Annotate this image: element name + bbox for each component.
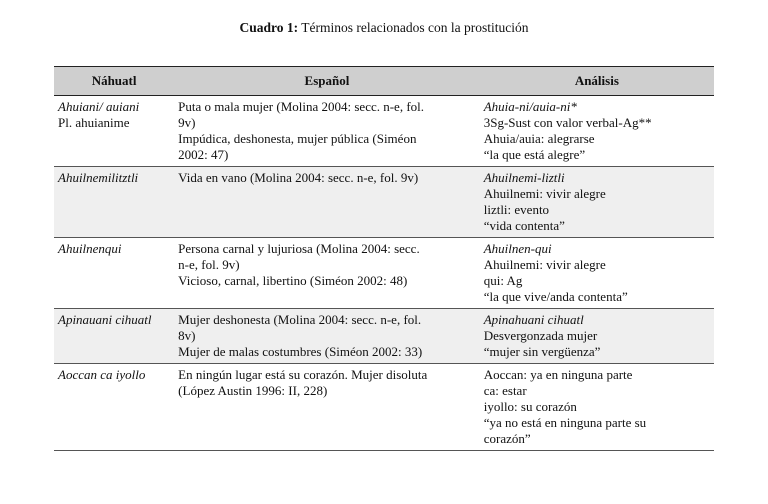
- analysis-line: Apinahuani cihuatl: [483, 312, 584, 327]
- analysis-line: Ahuilnemi: vivir alegre: [483, 257, 606, 272]
- analysis-line: “la que vive/anda contenta”: [483, 289, 628, 304]
- table-row: [54, 364, 714, 451]
- analysis-line: Ahuilnemi-liztli: [483, 170, 565, 185]
- analysis-line: “la que está alegre”: [483, 147, 586, 162]
- cell-analisis: [480, 238, 714, 309]
- definition-line: (López Austin 1996: II, 228): [178, 383, 328, 398]
- analysis-line: qui: Ag: [483, 273, 523, 288]
- analysis-line: iyollo: su corazón: [483, 399, 577, 414]
- definition-line: Impúdica, deshonesta, mujer pública (Siméon: [178, 131, 417, 146]
- analysis-line: Ahuia/auia: alegrarse: [483, 131, 595, 146]
- cell-espanol: [174, 167, 480, 238]
- cell-nahuatl: [54, 167, 174, 238]
- term: Ahuilnemilitztli: [58, 170, 139, 185]
- analysis-line: “mujer sin vergüenza”: [483, 344, 601, 359]
- analysis-line: “vida contenta”: [483, 218, 565, 233]
- header-nahuatl: Náhuatl: [54, 67, 174, 96]
- analysis-line: Ahuia-ni/auia-ni*: [483, 99, 577, 114]
- cell-nahuatl: [54, 309, 174, 364]
- analysis-line: Ahuilnemi: vivir alegre: [483, 186, 606, 201]
- term: Ahuiani/ auiani: [58, 99, 140, 114]
- term: Apinauani cihuatl: [58, 312, 152, 327]
- table-row: [54, 167, 714, 238]
- header-analisis: Análisis: [480, 67, 714, 96]
- cell-espanol: [174, 364, 480, 451]
- caption-label: Cuadro 1:: [239, 20, 299, 35]
- term: Ahuilnenqui: [58, 241, 122, 256]
- analysis-line: corazón”: [483, 431, 531, 446]
- definition-line: 2002: 47): [178, 147, 229, 162]
- table-row: [54, 96, 714, 167]
- definition-line: Puta o mala mujer (Molina 2004: secc. n-e, fol.: [178, 99, 425, 114]
- cell-nahuatl: [54, 238, 174, 309]
- table-caption: [0, 20, 768, 36]
- definition-line: En ningún lugar está su corazón. Mujer disoluta: [178, 367, 428, 382]
- analysis-line: Ahuilnen-qui: [483, 241, 552, 256]
- cell-espanol: [174, 96, 480, 167]
- analysis-line: 3Sg-Sust con valor verbal-Ag**: [483, 115, 652, 130]
- cell-analisis: [480, 167, 714, 238]
- term-plural: Pl. ahuianime: [58, 115, 130, 130]
- analysis-line: Aoccan: ya en ninguna parte: [483, 367, 633, 382]
- definition-line: Vicioso, carnal, libertino (Siméon 2002: 48): [178, 273, 408, 288]
- analysis-line: liztli: evento: [483, 202, 550, 217]
- table-row: [54, 238, 714, 309]
- terms-table: [54, 66, 714, 451]
- definition-line: 9v): [178, 115, 196, 130]
- definition-line: n-e, fol. 9v): [178, 257, 240, 272]
- cell-analisis: [480, 96, 714, 167]
- header-espanol: Español: [174, 67, 480, 96]
- caption-text: Términos relacionados con la prostitución: [298, 20, 529, 35]
- header-row: [54, 67, 714, 96]
- definition-line: Vida en vano (Molina 2004: secc. n-e, fol. 9v): [178, 170, 419, 185]
- definition-line: Persona carnal y lujuriosa (Molina 2004: secc.: [178, 241, 420, 256]
- analysis-line: Desvergonzada mujer: [483, 328, 598, 343]
- cell-espanol: [174, 238, 480, 309]
- definition-line: Mujer de malas costumbres (Siméon 2002: 33): [178, 344, 423, 359]
- cell-nahuatl: [54, 364, 174, 451]
- cell-espanol: [174, 309, 480, 364]
- table-row: [54, 309, 714, 364]
- cell-analisis: [480, 364, 714, 451]
- term: Aoccan ca iyollo: [58, 367, 146, 382]
- cell-analisis: [480, 309, 714, 364]
- definition-line: Mujer deshonesta (Molina 2004: secc. n-e, fol.: [178, 312, 422, 327]
- cell-nahuatl: [54, 96, 174, 167]
- definition-line: 8v): [178, 328, 196, 343]
- analysis-line: ca: estar: [483, 383, 527, 398]
- analysis-line: “ya no está en ninguna parte su: [483, 415, 647, 430]
